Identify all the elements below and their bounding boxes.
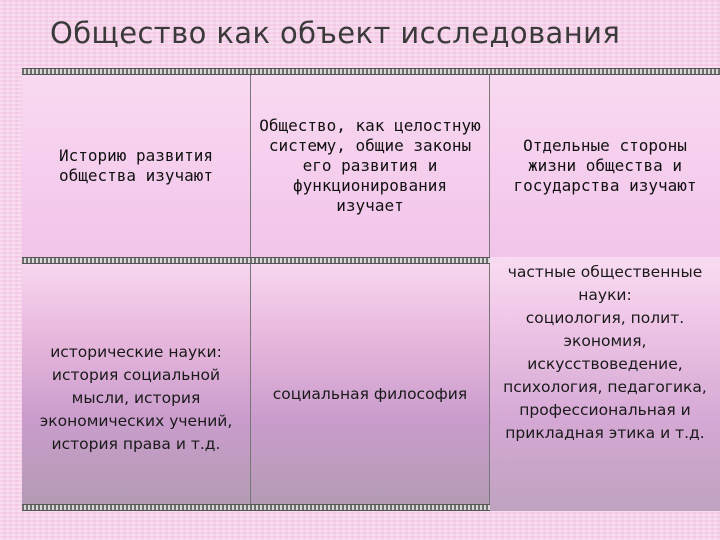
cell-lead: исторические науки:: [50, 342, 222, 361]
comparison-table: [22, 68, 720, 524]
page-title: Общество как объект исследования: [50, 16, 621, 50]
header-cell-history: Историю развития общества изучают: [22, 75, 250, 257]
table-rule-top: [22, 68, 720, 75]
header-cell-society-system: Общество, как целостную систему, общие законы его развития и функционирования изучает: [251, 75, 489, 257]
cell-body: социология, полит. экономия, искусствоведение, психология, педагогика, профессиональная и прикладная этика и т.д.: [503, 309, 707, 442]
cell-lead: частные общественные науки:: [507, 263, 703, 304]
header-cell-aspects: Отдельные стороны жизни общества и государства изучают: [490, 75, 720, 257]
cell-historical-sciences: [22, 264, 250, 504]
cell-body: история социальной мысли, история экономических учений, история права и т.д.: [39, 365, 233, 453]
cell-body: социальная философия: [272, 384, 468, 403]
cell-particular-sciences: [490, 257, 720, 511]
cell-social-philosophy: [251, 264, 489, 504]
